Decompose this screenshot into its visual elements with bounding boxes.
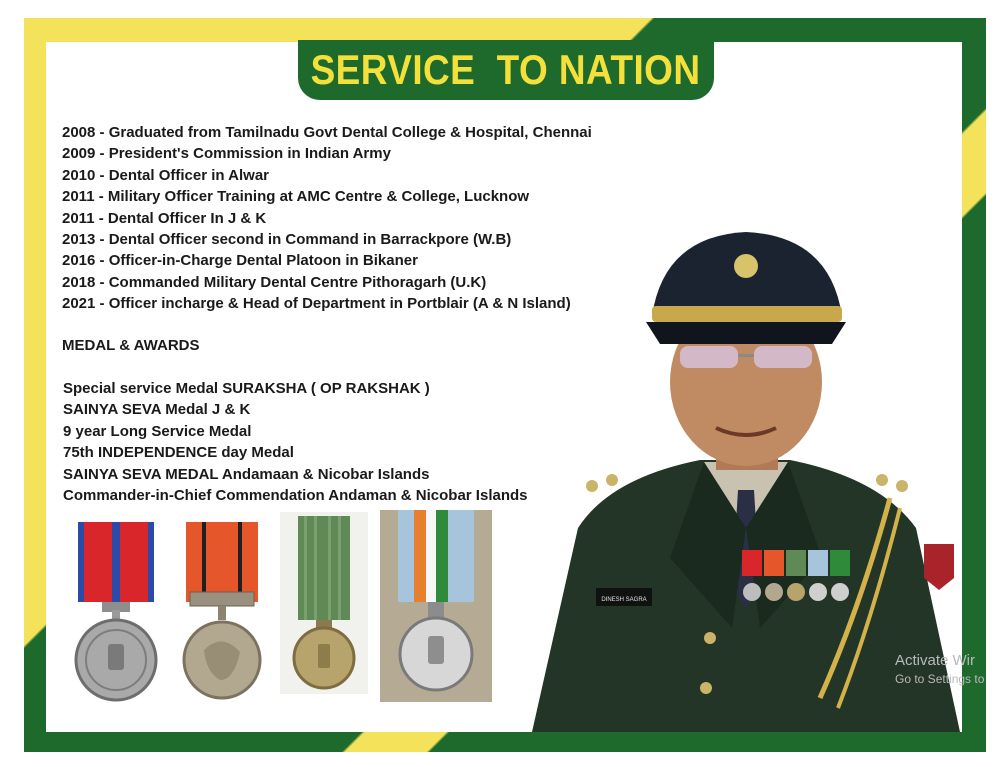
award-item: Commander-in-Chief Commendation Andaman & Nicobar Islands: [63, 487, 528, 505]
medal-independence-image: [380, 510, 492, 702]
timeline-item: 2010 - Dental Officer in Alwar: [62, 166, 270, 184]
timeline-item: 2008 - Graduated from Tamilnadu Govt Dental College & Hospital, Chennai: [62, 124, 592, 141]
timeline-item: 2013 - Dental Officer second in Command in Barrackpore (W.B): [62, 231, 512, 249]
medal-long-service-image: [280, 512, 368, 694]
award-item: 75th INDEPENDENCE day Medal: [63, 444, 294, 462]
timeline-item: 2011 - Military Officer Training at AMC Centre & College, Lucknow: [62, 188, 530, 206]
medals-heading: MEDAL & AWARDS: [62, 337, 200, 354]
award-item: SAINYA SEVA MEDAL Andamaan & Nicobar Islands: [63, 465, 430, 483]
timeline-item: 2009 - President's Commission in Indian Army: [62, 145, 391, 163]
timeline-item: 2021 - Officer incharge & Head of Department in Portblair (A & N Island): [62, 295, 571, 313]
award-item: Special service Medal SURAKSHA ( OP RAKSHAK ): [63, 380, 430, 397]
timeline-item: 2011 - Dental Officer In J & K: [62, 209, 267, 227]
service-timeline: [62, 122, 592, 315]
watermark-line-1: Activate Wir: [895, 652, 976, 669]
watermark-line-2: Go to Settings to: [895, 672, 985, 686]
title-banner: [298, 40, 714, 100]
awards-list: [63, 378, 528, 506]
award-item: 9 year Long Service Medal: [63, 422, 252, 440]
page-title: SERVICE TO NATION: [311, 46, 701, 93]
timeline-item: 2018 - Commanded Military Dental Centre Pithoragarh (U.K): [62, 273, 487, 291]
windows-activation-watermark: [895, 652, 984, 686]
timeline-item: 2016 - Officer-in-Charge Dental Platoon in Bikaner: [62, 252, 418, 270]
medal-sainya-seva-image: [178, 520, 268, 704]
officer-name-tag: DINESH SAGRA: [601, 597, 647, 603]
medal-suraksha-image: [72, 518, 162, 704]
award-item: SAINYA SEVA Medal J & K: [63, 401, 251, 419]
